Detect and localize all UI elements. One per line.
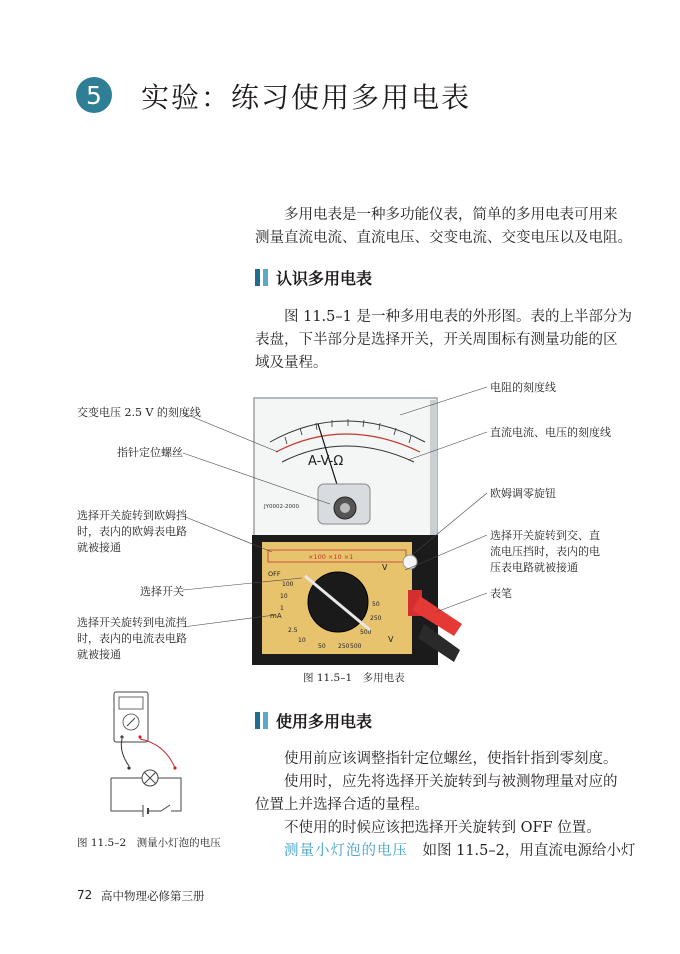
dial-label: A-V-Ω bbox=[308, 454, 344, 469]
section-marker bbox=[255, 712, 260, 729]
section2-paragraph bbox=[255, 748, 635, 863]
section1-paragraph bbox=[255, 306, 632, 375]
label-ac-scale: 交变电压 2.5 V 的刻度线 bbox=[77, 406, 201, 419]
intro-paragraph bbox=[255, 204, 632, 250]
red-lead-wire bbox=[140, 739, 175, 768]
section-marker bbox=[263, 712, 268, 729]
label-line: 就被接通 bbox=[77, 541, 121, 554]
svg-text:250: 250 bbox=[338, 643, 350, 650]
label-current-mode bbox=[77, 615, 187, 663]
page-number: 72 bbox=[77, 888, 93, 902]
label-resistance-scale: 电阻的刻度线 bbox=[490, 381, 556, 394]
section2-line: 使用时，应先将选择开关旋转到与被测物理量对应的 bbox=[284, 774, 618, 790]
highlight-term: 测量小灯泡的电压 bbox=[284, 843, 408, 859]
circuit-wire-right bbox=[158, 778, 181, 811]
label-line: 时，表内的欧姆表电路 bbox=[77, 525, 187, 538]
section-heading-use bbox=[255, 709, 372, 732]
circuit-figure bbox=[95, 686, 205, 826]
label-probe: 表笔 bbox=[490, 587, 512, 600]
label-dc-scale: 直流电流、电压的刻度线 bbox=[490, 426, 611, 439]
section1-line: 图 11.5–1 是一种多用电表的外形图。表的上半部分为 bbox=[284, 309, 632, 325]
ohm-multiplier-label: ×100 ×10 ×1 bbox=[308, 553, 354, 561]
label-pointer-screw: 指针定位螺丝 bbox=[117, 446, 183, 459]
book-title: 高中物理必修第三册 bbox=[101, 889, 205, 903]
svg-text:100: 100 bbox=[282, 581, 294, 588]
svg-text:50: 50 bbox=[372, 601, 380, 608]
label-line: 就被接通 bbox=[77, 648, 121, 661]
switch-symbol bbox=[161, 805, 170, 811]
svg-text:2.5: 2.5 bbox=[288, 627, 298, 634]
pointer-screw-center bbox=[340, 503, 350, 513]
intro-line: 多用电表是一种多功能仪表，简单的多用电表可用来 bbox=[284, 207, 618, 223]
label-line: 时，表内的电流表电路 bbox=[77, 632, 187, 645]
section2-line-last bbox=[255, 840, 635, 863]
label-ohm-zero-knob: 欧姆调零旋钮 bbox=[490, 487, 556, 500]
section-marker bbox=[263, 269, 268, 286]
jack-red bbox=[138, 735, 141, 738]
intro-line: 测量直流电流、直流电压、交变电流、交变电压以及电阻。 bbox=[255, 230, 632, 246]
label-line: 流电压挡时，表内的电 bbox=[490, 545, 600, 558]
section1-line: 域及量程。 bbox=[255, 355, 328, 371]
off-label: OFF bbox=[268, 570, 281, 578]
label-line: 选择开关旋转到电流挡 bbox=[77, 616, 187, 629]
section1-line: 表盘，下半部分是选择开关，开关周围标有测量功能的区 bbox=[255, 332, 618, 348]
section2-line-rest: 如图 11.5–2，用直流电源给小灯 bbox=[422, 843, 636, 859]
label-line: 选择开关旋转到交、直 bbox=[490, 529, 600, 542]
v-ac-label: V bbox=[388, 635, 394, 644]
section-title: 使用多用电表 bbox=[276, 712, 373, 731]
svg-text:10: 10 bbox=[280, 593, 288, 600]
svg-text:50: 50 bbox=[318, 643, 326, 650]
label-voltage-mode bbox=[490, 528, 600, 576]
label-line: 压表电路就被接通 bbox=[490, 561, 578, 574]
svg-text:1: 1 bbox=[280, 605, 284, 612]
v-dc-label: V bbox=[382, 563, 388, 572]
figure1-caption: 图 11.5–1 多用电表 bbox=[303, 672, 405, 684]
svg-text:500: 500 bbox=[360, 629, 372, 636]
section2-line: 不使用的时候应该把选择开关旋转到 OFF 位置。 bbox=[284, 820, 601, 836]
label-ohm-mode bbox=[77, 508, 187, 556]
circuit-wire-left bbox=[111, 778, 143, 811]
label-selector: 选择开关 bbox=[140, 585, 184, 598]
svg-text:250: 250 bbox=[370, 615, 382, 622]
page-title: 实验：练习使用多用电表 bbox=[141, 81, 472, 114]
chapter-number-badge: 5 bbox=[76, 77, 112, 113]
svg-text:500: 500 bbox=[350, 643, 362, 650]
probe-tip-red bbox=[173, 766, 176, 769]
section-heading-recognize bbox=[255, 266, 372, 289]
meter-face-edge bbox=[430, 400, 437, 538]
svg-text:10: 10 bbox=[298, 637, 306, 644]
section-marker bbox=[255, 269, 260, 286]
ohm-zero-knob bbox=[403, 555, 417, 569]
jack-black bbox=[120, 735, 123, 738]
model-number: JY0002-2000 bbox=[264, 504, 299, 510]
section-title: 认识多用电表 bbox=[276, 269, 373, 288]
ma-label: mA bbox=[270, 612, 282, 620]
probe-tip-black bbox=[127, 766, 130, 769]
section2-line: 位置上并选择合适的量程。 bbox=[255, 797, 429, 813]
small-multimeter-display bbox=[119, 697, 143, 709]
figure2-caption: 图 11.5–2 测量小灯泡的电压 bbox=[77, 837, 221, 849]
label-line: 选择开关旋转到欧姆挡 bbox=[77, 509, 187, 522]
black-lead-wire bbox=[121, 739, 129, 766]
section2-line: 使用前应该调整指针定位螺丝，使指针指到零刻度。 bbox=[284, 751, 618, 767]
